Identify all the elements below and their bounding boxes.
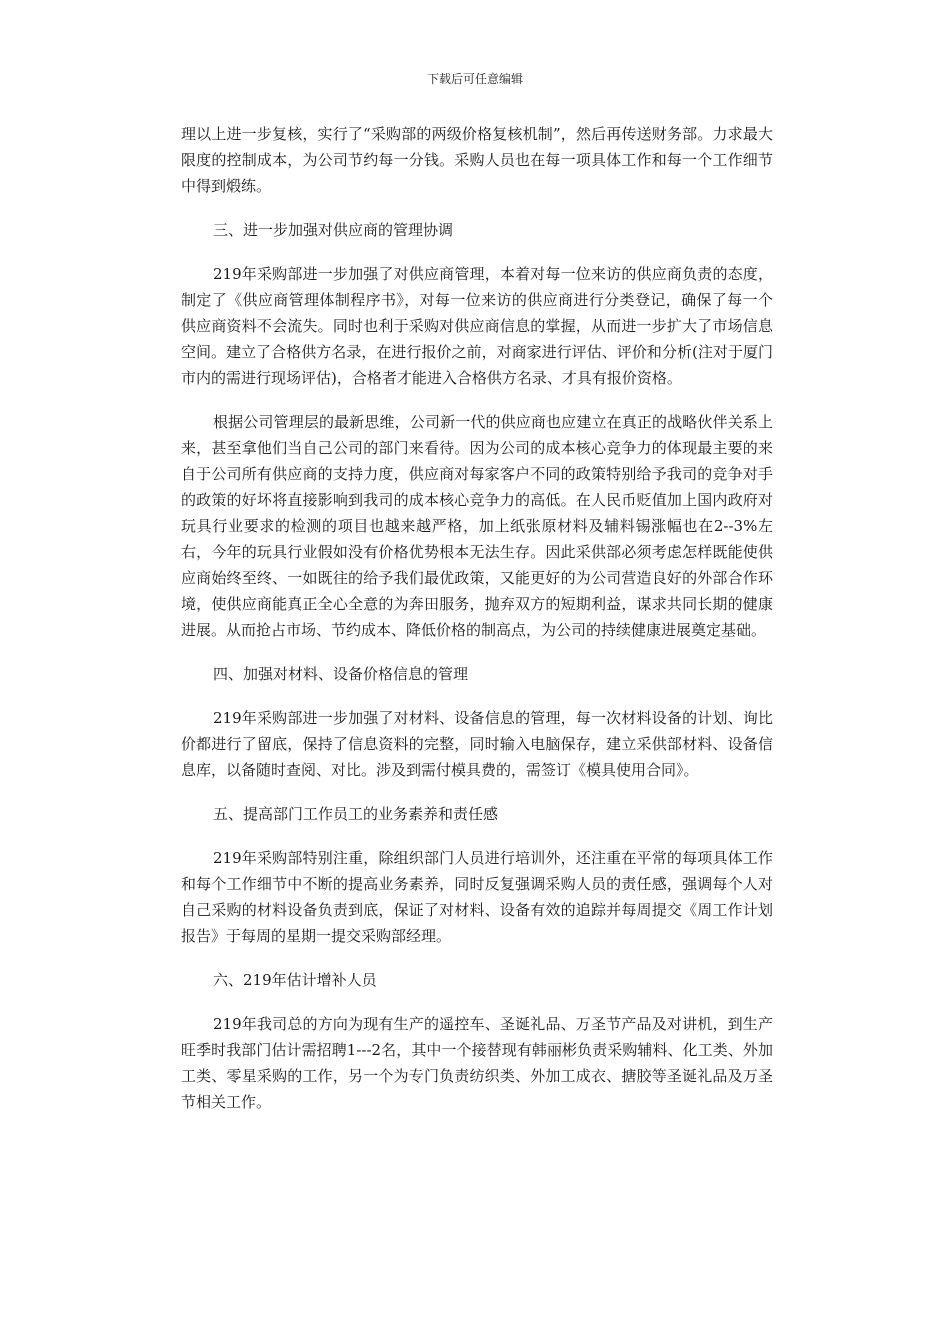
paragraph: 219年采购部特别注重，除组织部门人员进行培训外，还注重在平常的每项具体工作和每个工作细节中不断的提高业务素养，同时反复强调采购人员的责任感，强调每个人对自己采购的材料设备负责到底，保证了对材料、设备有效的追踪并每周提交《周工作计划报告》于每周的星期一提交采购部经理。 [181, 849, 773, 945]
paragraph-continuation: 理以上进一步复核，实行了“采购部的两级价格复核机制”，然后再传送财务部。力求最大限度的控制成本，为公司节约每一分钱。采购人员也在每一项具体工作和每一个工作细节中得到煅练。 [181, 125, 773, 195]
header-note: 下载后可任意编辑 [426, 72, 523, 86]
document-body [181, 121, 773, 1133]
section-heading-5: 五、提高部门工作员工的业务素养和责任感 [213, 805, 499, 823]
section-heading-6: 六、219年估计增补人员 [213, 971, 377, 989]
section-heading-3: 三、进一步加强对供应商的管理协调 [213, 221, 454, 239]
paragraph: 219年采购部进一步加强了对材料、设备信息的管理，每一次材料设备的计划、询比价都进行了留底，保持了信息资料的完整，同时输入电脑保存，建立采供部材料、设备信息库，以备随时查阅、对比。涉及到需付模具费的，需签订《模具使用合同》。 [181, 709, 773, 779]
paragraph: 根据公司管理层的最新思维，公司新一代的供应商也应建立在真正的战略伙伴关系上来，甚至拿他们当自己公司的部门来看待。因为公司的成本核心竞争力的体现最主要的来自于公司所有供应商的支持力度，供应商对每家客户不同的政策特别给予我司的竞争对手的政策的好坏将直接影响到我司的成本核心竞争力的高低。在人民币贬值加上国内政府对玩具行业要求的检测的项目也越来越严格，加上纸张原材料及辅料锡涨幅也在2--3%左右，今年的玩具行业假如没有价格优势根本无法生存。因此采供部必须考虑怎样既能使供应商始终至终、一如既往的给予我们最优政策，又能更好的为公司营造良好的外部合作环境，使供应商能真正全心全意的为奔田服务，抛弃双方的短期利益，谋求共同长期的健康进展。从而抢占市场、节约成本、降低价格的制高点，为公司的持续健康进展奠定基础。 [181, 413, 773, 639]
section-heading-4: 四、加强对材料、设备价格信息的管理 [213, 665, 469, 683]
paragraph: 219年我司总的方向为现有生产的遥控车、圣诞礼品、万圣节产品及对讲机，到生产旺季时我部门估计需招聘1---2名，其中一个接替现有韩丽彬负责采购辅料、化工类、外加工类、零星采购的工作，另一个为专门负责纺织类、外加工成衣、搪胶等圣诞礼品及万圣节相关工作。 [181, 1015, 773, 1111]
paragraph: 219年采购部进一步加强了对供应商管理，本着对每一位来访的供应商负责的态度，制定了《供应商管理体制程序书》，对每一位来访的供应商进行分类登记，确保了每一个供应商资料不会流失。同时也利于采购对供应商信息的掌握，从而进一步扩大了市场信息空间。建立了合格供方名录，在进行报价之前，对商家进行评估、评价和分析(注对于厦门市内的需进行现场评估)，合格者才能进入合格供方名录、才具有报价资格。 [181, 265, 773, 387]
